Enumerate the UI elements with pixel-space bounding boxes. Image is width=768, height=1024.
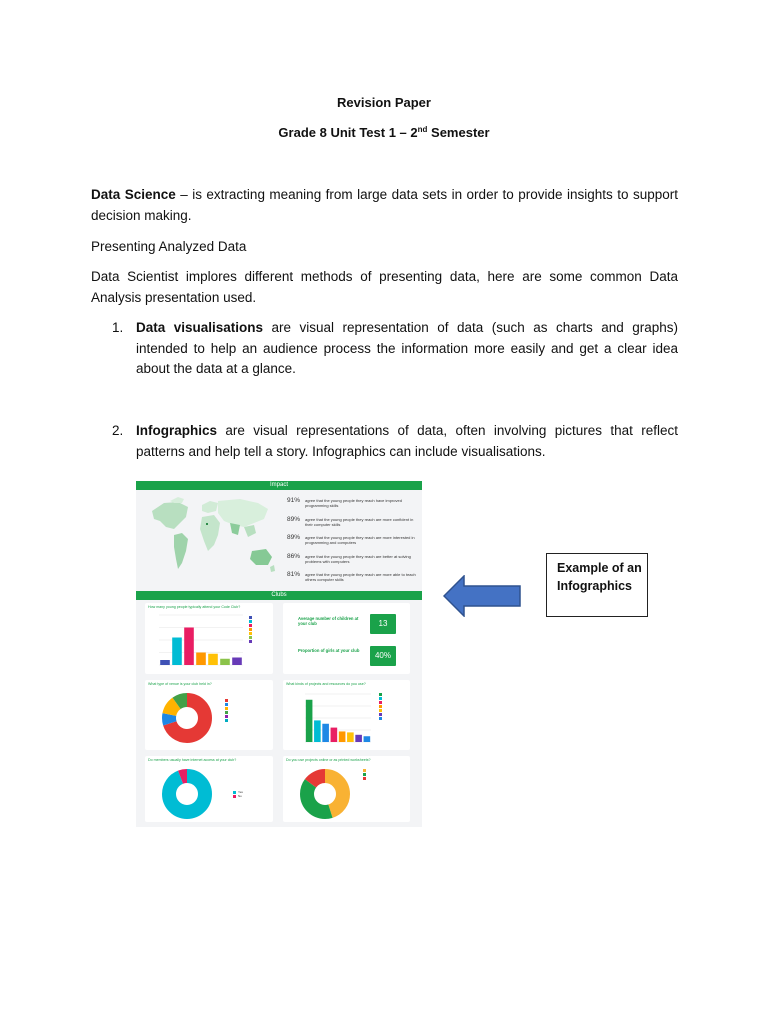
- card-worksheets: [283, 756, 410, 822]
- worksheets-donut-chart: [297, 766, 353, 822]
- list-number-2: 2.: [112, 423, 124, 438]
- girls-proportion-label: Proportion of girls at your club: [298, 648, 360, 653]
- internet-slice-yes: [169, 776, 205, 812]
- bar-H: [364, 736, 371, 742]
- bar-G: [355, 735, 362, 742]
- list-item-1: [136, 318, 678, 380]
- card-resources-title: What kinds of projects and resources do you use?: [286, 682, 366, 686]
- legend-swatch: [363, 776, 368, 780]
- legend-swatch: [225, 718, 230, 722]
- resources-bar-chart: [301, 692, 371, 746]
- resources-legend: [379, 692, 384, 720]
- venue-legend: [225, 698, 230, 722]
- subtitle-pre: Grade 8 Unit Test 1 – 2: [278, 125, 418, 140]
- legend-no: [233, 794, 243, 798]
- card-club-size-title: How many young people typically attend your Code Club?: [148, 605, 241, 609]
- card-resources: [283, 680, 410, 750]
- worksheets-legend: [363, 768, 368, 780]
- page-title: Revision Paper: [337, 95, 431, 110]
- page-subtitle: [0, 125, 768, 140]
- venue-donut-chart: [159, 690, 215, 746]
- list-item-1-term: Data visualisations: [136, 320, 264, 335]
- section-heading: Presenting Analyzed Data: [91, 239, 247, 254]
- world-map: [144, 493, 280, 583]
- infographic-image: [136, 481, 422, 827]
- data-science-definition: [91, 185, 678, 226]
- card-worksheets-title: Do you use projects online or as printed worksheets?: [286, 758, 371, 762]
- card-internet-title: Do members usually have internet access at your club?: [148, 758, 237, 762]
- impact-stat-1-text: agree that the young people they reach have improved programming skills: [305, 498, 402, 508]
- card-club-stats: [283, 603, 410, 674]
- subtitle-sup: nd: [417, 125, 428, 134]
- list-item-2-text: are visual representations of data, often involving pictures that reflect patterns and help tell a story. Infographics can include visualisations.: [136, 423, 678, 459]
- list-item-2: [136, 421, 678, 462]
- intro-paragraph: Data Scientist implores different methods of presenting data, here are some common Data Analysis presentation used.: [91, 269, 678, 305]
- impact-stat-2-text: agree that the young people they reach are more confident in their computer skills: [305, 517, 414, 527]
- internet-donut-chart: [159, 766, 215, 822]
- bar-E: [339, 731, 346, 742]
- legend-yes-label: Yes: [238, 790, 243, 794]
- girls-proportion-value: 40%: [370, 646, 396, 666]
- infographic-callout-box: [546, 553, 648, 617]
- bar-21-25: [208, 654, 218, 665]
- card-venue: [145, 680, 273, 750]
- list-item-1-text: are visual representation of data (such as charts and graphs) intended to help an audience process the information more easily and get a clear idea about the data at a glance.: [136, 320, 678, 376]
- subtitle-post: Semester: [427, 125, 490, 140]
- impact-stat-3-text: agree that the young people they reach are more interested in programming and computers: [305, 535, 415, 545]
- legend-no-label: No: [238, 794, 242, 798]
- impact-stat-1-pct: 91%: [287, 497, 301, 504]
- club-size-bar-chart: [155, 613, 243, 669]
- bar-31+: [232, 658, 242, 666]
- club-size-legend: [249, 615, 254, 643]
- bar-A: [306, 700, 313, 742]
- card-internet: [145, 756, 273, 822]
- card-venue-title: What type of venue is your club held in?: [148, 682, 212, 686]
- bar-1-5: [160, 660, 170, 665]
- bar-B: [314, 720, 321, 742]
- impact-stat-5-text: agree that the young people they reach are more able to teach others computer skills: [305, 572, 416, 582]
- bar-16-20: [196, 653, 206, 666]
- clubs-band: Clubs: [136, 591, 422, 600]
- legend-swatch: [379, 716, 384, 720]
- callout-line-1: Example of an: [557, 561, 642, 575]
- bar-C: [322, 724, 329, 742]
- left-arrow-icon: [443, 575, 523, 617]
- impact-stat-3-pct: 89%: [287, 534, 301, 541]
- list-item-2-term: Infographics: [136, 423, 218, 438]
- bar-F: [347, 732, 354, 742]
- data-science-text: – is extracting meaning from large data sets in order to provide insights to support decision making.: [91, 187, 678, 223]
- impact-band: Impact: [136, 481, 422, 490]
- bar-6-10: [172, 638, 182, 666]
- impact-stat-2-pct: 89%: [287, 516, 301, 523]
- callout-line-2: Infographics: [557, 579, 633, 593]
- legend-swatch: [249, 639, 254, 643]
- card-club-size: [145, 603, 273, 674]
- impact-stat-4-text: agree that the young people they reach are better at solving problems with computers: [305, 554, 411, 564]
- bar-26-30: [220, 659, 230, 665]
- bar-D: [331, 728, 338, 742]
- impact-stat-5-pct: 81%: [287, 571, 301, 578]
- list-number-1: 1.: [112, 320, 124, 335]
- bar-11-15: [184, 628, 194, 666]
- avg-children-value: 13: [370, 614, 396, 634]
- impact-stat-4-pct: 86%: [287, 553, 301, 560]
- data-science-term: Data Science: [91, 187, 176, 202]
- avg-children-label: Average number of children at your club: [298, 616, 359, 626]
- internet-legend: [233, 790, 243, 798]
